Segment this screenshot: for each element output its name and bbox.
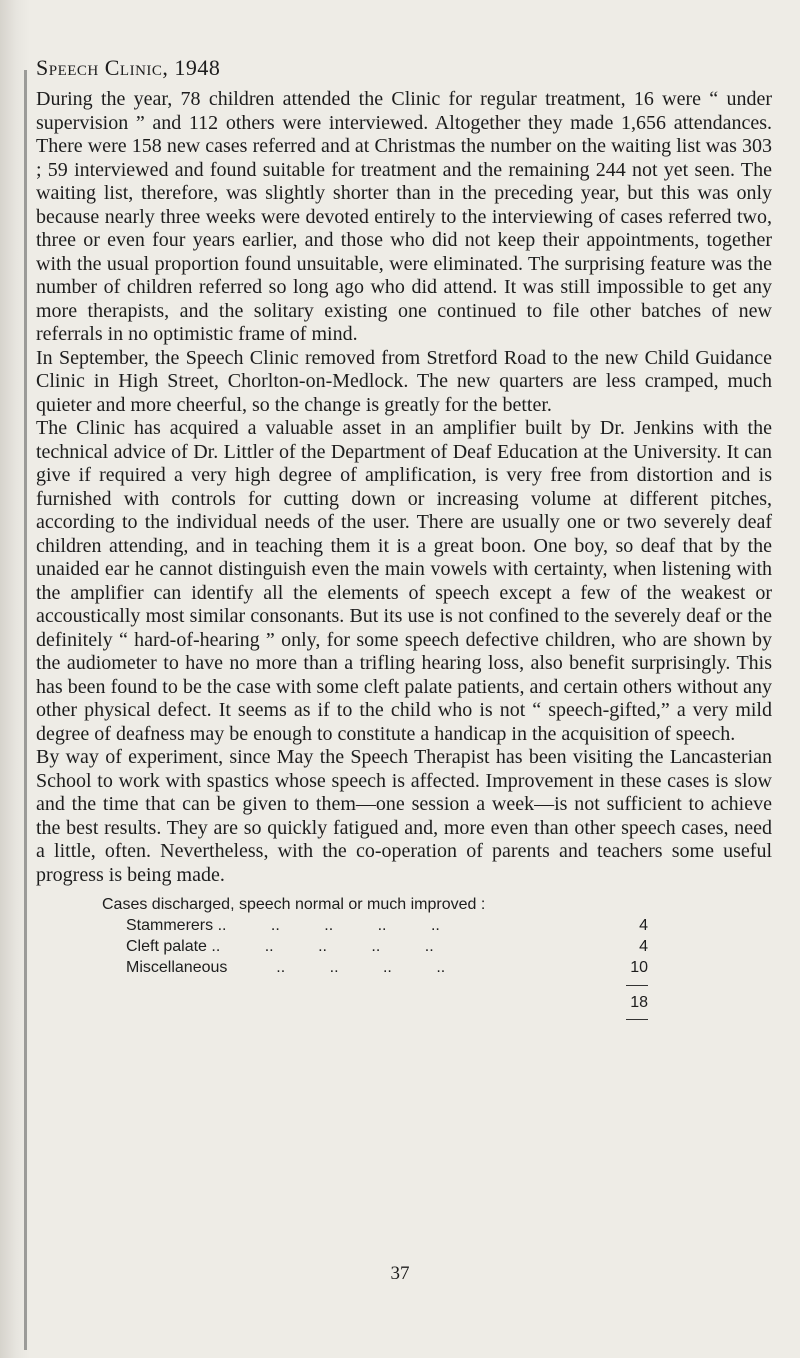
row-value: 4 <box>639 917 648 934</box>
table-total: 18 <box>630 994 648 1011</box>
document-page <box>36 54 772 1020</box>
paragraph-spastics: By way of experiment, since May the Speech Therapist has been visiting the Lancasterian School to work with spastics whose speech is affected. Improvement in these cases is slow and the time that can be given to them—one session a week—is not sufficient to achieve the best results. They are so quickly fatigued and, more even than other speech cases, need a little, often. Nevertheless, with the co-operation of parents and teachers some useful progress is being made. <box>36 746 772 886</box>
discharged-cases-table <box>102 894 648 1020</box>
table-row <box>102 957 648 978</box>
row-value: 10 <box>630 959 648 976</box>
binding-edge-line <box>24 70 27 1350</box>
page-number: 37 <box>390 1263 410 1284</box>
total-rule-top <box>626 985 648 986</box>
row-value: 4 <box>639 938 648 955</box>
table-row <box>102 936 648 957</box>
total-rule-bottom <box>626 1019 648 1020</box>
paragraph-amplifier: The Clinic has acquired a valuable asset in an amplifier built by Dr. Jenkins with the technical advice of Dr. Littler of the Department of Deaf Education at the University. It can give if required a very high degree of amplification, is very free from distortion and is furnished with controls for cutting down or increasing volume at different pitches, according to the individual needs of the user. There are usually one or two severely deaf children attending, and in teaching them it is a great boon. One boy, so deaf that by the unaided ear he cannot distinguish even the main vowels with certainty, when listening with the amplifier can identify all the elements of speech except a few of the weakest or accoustically most similar consonants. But its use is not confined to the severely deaf or the definitely “ hard-of-hearing ” only, for some speech defective children, who are shown by the audiometer to have no more than a trifling hearing loss, also benefit surprisingly. This has been found to be the case with some cleft palate patients, and certain others without any other physical defect. It seems as if to the child who is not “ speech-gifted,” a very mild degree of deafness may be enough to constitute a handicap in the acquisition of speech. <box>36 417 772 745</box>
paragraph-attendance: During the year, 78 children attended the Clinic for regular treatment, 16 were “ under supervision ” and 112 others were interviewed. Altogether they made 1,656 attendances. There were 158 new cases referred and at Christmas the number on the waiting list was 303 ; 59 interviewed and found suitable for treatment and the remaining 244 not yet seen. The waiting list, therefore, was slightly shorter than in the preceding year, but this was only because nearly three weeks were devoted entirely to the interviewing of cases referred two, three or even four years earlier, and those who did not keep their appointments, together with the usual proportion found unsuitable, were eliminated. The surprising feature was the number of children referred so long ago who did attend. It was still impossible to get any more therapists, and the solitary existing one continued to file other batches of new referrals in no optimistic frame of mind. <box>36 88 772 345</box>
paragraph-removal: In September, the Speech Clinic removed from Stretford Road to the new Child Guidance Clinic in High Street, Chorlton-on-Medlock. The new quarters are less cramped, much quieter and more cheerful, so the change is greatly for the better. <box>36 346 772 416</box>
table-caption: Cases discharged, speech normal or much improved : <box>102 896 486 913</box>
table-row <box>102 915 648 936</box>
row-label: Cleft palate .. .. .. .. .. <box>126 938 434 955</box>
total-rule-top-wrap <box>102 985 648 986</box>
table-total-row <box>102 992 648 1013</box>
total-rule-bottom-wrap <box>102 1019 648 1020</box>
row-label: Miscellaneous .. .. .. .. <box>126 959 446 976</box>
row-label: Stammerers .. .. .. .. .. <box>126 917 440 934</box>
section-title: Speech Clinic, 1948 <box>36 55 221 80</box>
